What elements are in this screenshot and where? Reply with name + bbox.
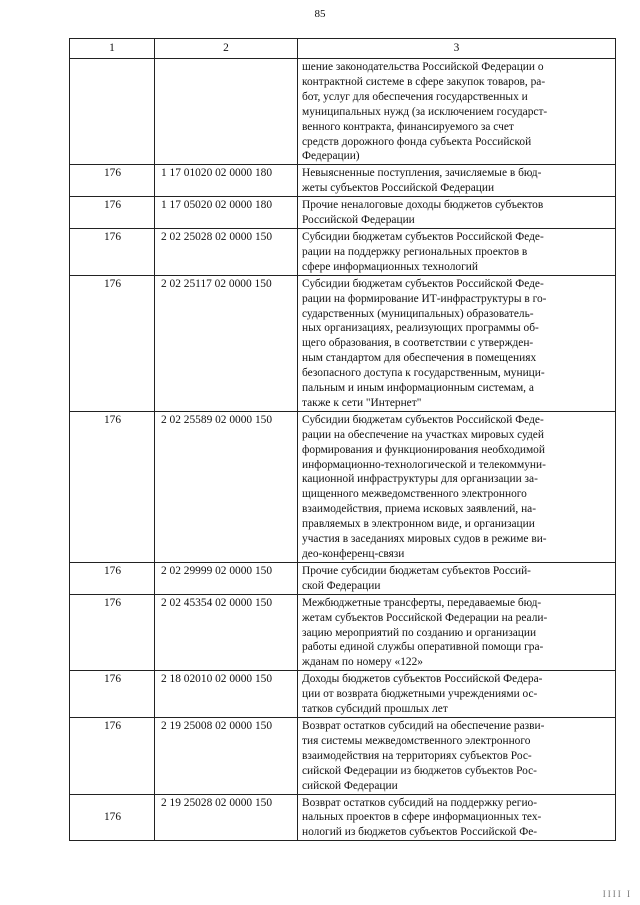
description-line: рации на поддержку региональных проектов в [302, 245, 528, 258]
table-row [70, 197, 616, 229]
page-number: 85 [314, 8, 326, 20]
admin-code-cell: 176 [70, 275, 155, 411]
continuation-row [70, 59, 616, 165]
admin-code-cell: 176 [70, 228, 155, 275]
description-line: работы единой службы оперативной помощи гра- [302, 641, 544, 654]
budget-classification-code-cell: 2 02 25117 02 0000 150 [155, 275, 298, 411]
description-line: рации на формирование ИТ-инфраструктуры в го- [302, 292, 547, 305]
continuation-description [298, 59, 616, 165]
description-line: Невыясненные поступления, зачисляемые в бюд- [302, 167, 542, 180]
description-line: ным стандартом для обеспечения в помещениях [302, 352, 537, 365]
admin-code-cell: 176 [70, 562, 155, 594]
description-line: контрактной системе в сфере закупок товаров, ра- [302, 75, 546, 88]
description-line: Доходы бюджетов субъектов Российской Федера- [302, 673, 543, 686]
description-line: нологий из бюджетов субъектов Российской Фе- [302, 826, 538, 839]
description-line: Прочие субсидии бюджетам субъектов Россий- [302, 564, 531, 577]
description-line: щего образования, в соответствии с утвержден- [302, 337, 534, 350]
description-line: безопасного доступа к государственным, муници- [302, 367, 545, 380]
revenue-description-cell [298, 562, 616, 594]
budget-classification-code-cell: 2 02 25028 02 0000 150 [155, 228, 298, 275]
description-line: бот, услуг для обеспечения государственных и [302, 90, 528, 103]
admin-code-cell: 176 [70, 411, 155, 562]
description-line: жданам по номеру «122» [302, 656, 423, 669]
description-line: сийской Федерации [302, 779, 398, 792]
description-line: информационно-технологической и телекоммуни- [302, 458, 546, 471]
budget-classification-code-cell: 2 18 02010 02 0000 150 [155, 671, 298, 718]
table-row [70, 165, 616, 197]
revenue-codes-table [69, 38, 616, 841]
table-row [70, 275, 616, 411]
budget-classification-code-cell: 2 19 25028 02 0000 150 [155, 794, 298, 841]
empty-cell [70, 59, 155, 165]
budget-classification-code-cell: 2 02 25589 02 0000 150 [155, 411, 298, 562]
table-row [70, 562, 616, 594]
description-line: Федерации) [302, 150, 360, 163]
description-line: ции от возврата бюджетными учреждениями ос- [302, 688, 538, 701]
description-line: муниципальных нужд (за исключением государст- [302, 105, 548, 118]
column-header-1: 1 [70, 39, 155, 59]
description-line: шение законодательства Российской Федерации о [302, 61, 544, 73]
revenue-description-cell [298, 671, 616, 718]
description-line: сийской Федерации из бюджетов субъектов Рос- [302, 764, 537, 777]
column-header-2: 2 [155, 39, 298, 59]
description-line: део-конференц-связи [302, 548, 405, 560]
revenue-description-cell [298, 794, 616, 841]
description-line: также к сети "Интернет" [302, 396, 422, 409]
description-line: жетам субъектов Российской Федерации на реали- [302, 611, 548, 624]
description-line: средств дорожного фонда субъекта Российской [302, 135, 532, 148]
description-line: рации на обеспечение на участках мировых судей [302, 428, 544, 441]
description-line: Субсидии бюджетам субъектов Российской Феде- [302, 230, 544, 243]
description-line: Межбюджетные трансферты, передаваемые бюд- [302, 596, 542, 609]
table-row [70, 594, 616, 671]
table-row [70, 411, 616, 562]
revenue-description-cell [298, 228, 616, 275]
description-line: татков субсидий прошлых лет [302, 703, 448, 716]
table-header-row [70, 39, 616, 59]
description-line: участия в заседаниях мировых судов в режиме ви- [302, 533, 547, 546]
revenue-description-cell [298, 411, 616, 562]
column-header-3: 3 [298, 39, 616, 59]
description-line: нальных проектов в сфере информационных тех- [302, 811, 542, 824]
description-line: пальным и иным информационным системам, а [302, 382, 534, 395]
description-line: ных организациях, реализующих программы об- [302, 322, 539, 335]
description-line: жеты субъектов Российской Федерации [302, 182, 495, 195]
table-row [70, 671, 616, 718]
description-line: Субсидии бюджетам субъектов Российской Феде- [302, 413, 544, 426]
admin-code-cell: 176 [70, 165, 155, 197]
description-line: Возврат остатков субсидий на поддержку регио- [302, 796, 538, 809]
description-line: сударственных (муниципальных) образователь- [302, 307, 534, 320]
admin-code-cell: 176 [70, 794, 155, 841]
budget-classification-code-cell: 1 17 01020 02 0000 180 [155, 165, 298, 197]
admin-code-cell: 176 [70, 671, 155, 718]
description-line: кационной инфраструктуры для организации за- [302, 473, 538, 486]
table-row [70, 228, 616, 275]
admin-code-cell: 176 [70, 717, 155, 794]
description-line: правляемых в электронном виде, и организации [302, 518, 535, 531]
description-line: взаимодействия, приема исковых заявлений, на- [302, 503, 537, 516]
description-line: зацию мероприятий по созданию и организации [302, 626, 537, 639]
table-row [70, 794, 616, 841]
description-line: формирования и функционирования необходимой [302, 443, 545, 456]
budget-classification-code-cell: 1 17 05020 02 0000 180 [155, 197, 298, 229]
revenue-description-cell [298, 165, 616, 197]
revenue-description-cell [298, 275, 616, 411]
revenue-description-cell [298, 717, 616, 794]
budget-classification-code-cell: 2 02 45354 02 0000 150 [155, 594, 298, 671]
admin-code-cell: 176 [70, 197, 155, 229]
empty-cell [155, 59, 298, 165]
description-line: тия системы межведомственного электронного [302, 734, 531, 747]
admin-code-cell: 176 [70, 594, 155, 671]
budget-classification-code-cell: 2 02 29999 02 0000 150 [155, 562, 298, 594]
table-row [70, 717, 616, 794]
budget-classification-code-cell: 2 19 25008 02 0000 150 [155, 717, 298, 794]
description-line: венного контракта, финансируемого за счет [302, 120, 514, 133]
revenue-description-cell [298, 594, 616, 671]
description-line: сфере информационных технологий [302, 260, 478, 273]
description-line: Субсидии бюджетам субъектов Российской Феде- [302, 277, 544, 290]
description-line: Российской Федерации [302, 214, 415, 227]
revenue-description-cell [298, 197, 616, 229]
description-line: Прочие неналоговые доходы бюджетов субъектов [302, 199, 544, 212]
description-line: щищенного межведомственного электронного [302, 488, 527, 501]
description-line: ской Федерации [302, 579, 381, 592]
description-line: взаимодействия на территориях субъектов Рос- [302, 749, 532, 762]
scan-marks: IIII I [602, 889, 632, 899]
description-line: Возврат остатков субсидий на обеспечение разви- [302, 719, 545, 732]
